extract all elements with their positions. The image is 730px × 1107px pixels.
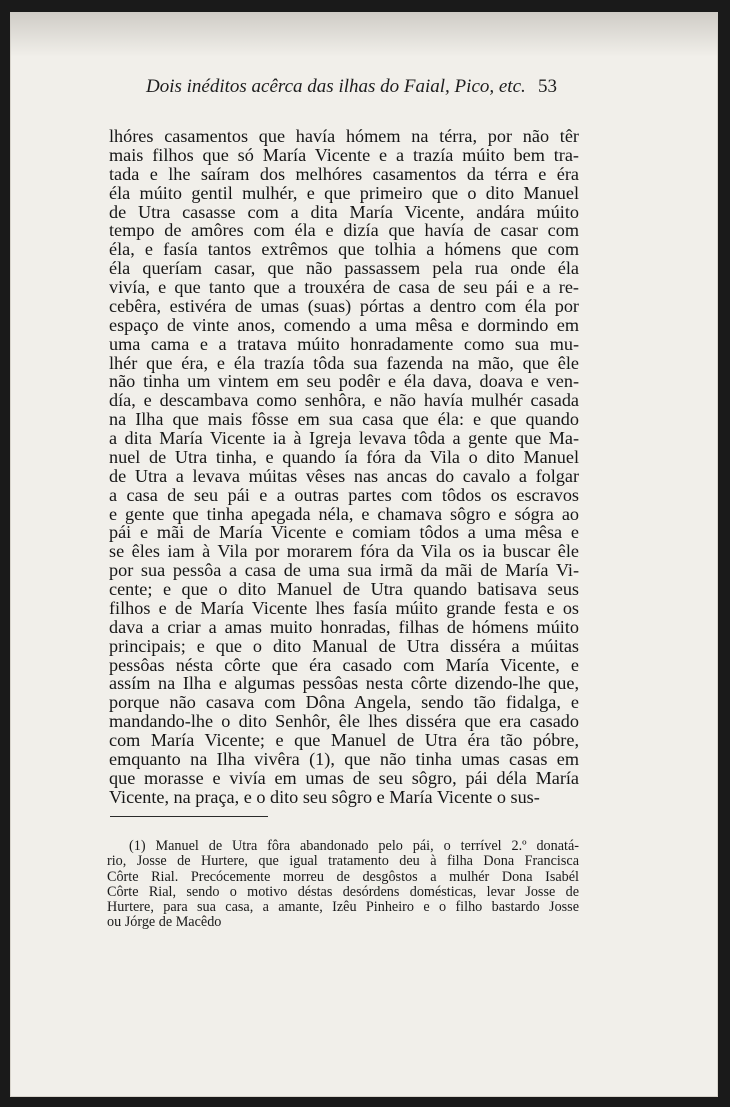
footnote-line: Côrte Rial. Precócemente morreu de desgôstos a mulhér Dona Isabél <box>107 868 579 885</box>
text-line: de Utra casasse com a dita María Vicente, andára múito <box>109 201 579 222</box>
text-line: espaço de vinte anos, comendo a uma mêsa e dormindo em <box>109 314 579 335</box>
text-line: vivía, e que tanto que a trouxéra de casa de seu pái e a re- <box>109 277 579 297</box>
text-line: pái e mãi de María Vicente e comiam tôdos a uma mêsa e <box>109 522 579 543</box>
text-line: lhóres casamentos que havía hómem na térra, por não têr <box>109 126 579 146</box>
text-line: principais; e que o dito Manual de Utra disséra a múitas <box>109 635 579 656</box>
text-line: cebêra, estivéra de umas (suas) pórtas a dentro com éla por <box>109 295 579 316</box>
footnote-rule <box>110 816 268 817</box>
text-line: mandando-lhe o dito Senhôr, êle lhes disséra que era casado <box>109 711 579 732</box>
text-line: a casa de seu pái e a outras partes com tôdos os escravos <box>109 484 579 505</box>
text-line: com María Vicente; e que Manuel de Utra éra tão póbre, <box>109 730 579 750</box>
footnote <box>107 839 579 931</box>
main-text <box>109 127 579 807</box>
running-header: Dois inéditos acêrca das ilhas do Faial, Pico, etc. <box>146 76 526 97</box>
text-line: día, e descambava como senhôra, e não havía mulhér casada <box>109 390 579 411</box>
text-line: pessôas nésta côrte que éra casado com María Vicente, e <box>109 654 579 675</box>
text-line: a dita María Vicente ia à Igreja levava tôda a gente que Ma- <box>109 428 579 448</box>
text-line: por sua pessôa a casa de uma sua irmã da mãi de María Vi- <box>109 560 579 581</box>
text-line: éla, e fasía tantos extrêmos que tolhia a hómens que com <box>109 239 579 260</box>
text-line: mais filhos que só María Vicente e a trazía múito bem tra- <box>109 144 579 165</box>
book-page <box>10 12 718 1097</box>
text-line: porque não casava com Dôna Angela, sendo tão fidalga, e <box>109 692 579 713</box>
text-line: nuel de Utra tinha, e quando ía fóra da Vila o dito Manuel <box>109 446 579 467</box>
footnote-line: Hurtere, para sua casa, a amante, Izêu Pinheiro e o filho bastardo Josse <box>107 899 579 916</box>
footnote-line: rio, Josse de Hurtere, que igual tratamento deu à filha Dona Francisca <box>107 853 579 870</box>
page-number: 53 <box>538 76 557 97</box>
text-line: na Ilha que mais fôsse em sua casa que éla: e que quando <box>109 409 579 430</box>
text-line: lhér que éra, e éla trazía tôda sua fazenda na mão, que êle <box>109 352 579 373</box>
text-line: de Utra a levava múitas vêses nas ancas do cavalo a folgar <box>109 465 579 486</box>
text-line: dava a criar a amas muito honradas, filhas de hómens múito <box>109 616 579 637</box>
text-line: tempo de amôres com éla e dizía que havía de casar com <box>109 220 579 241</box>
text-line: Vicente, na praça, e o dito seu sôgro e María Vicente o sus- <box>109 786 540 807</box>
text-line: que morasse e vivía em umas de seu sôgro, pái déla María <box>109 767 579 788</box>
footnote-line: (1) Manuel de Utra fôra abandonado pelo pái, o terrível 2.º donatá- <box>129 838 579 854</box>
text-line: se êles iam à Vila por morarem fóra da Vila os ia buscar êle <box>109 541 579 562</box>
text-line: não tinha um vintem em seu podêr e éla dava, doava e ven- <box>109 371 579 392</box>
text-line: emquanto na Ilha vivêra (1), que não tinha umas casas em <box>109 748 579 769</box>
text-line: assím na Ilha e algumas pessôas nesta côrte dizendo-lhe que, <box>109 673 579 694</box>
text-line: éla queríam casar, que não passassem pela rua onde éla <box>109 258 579 279</box>
text-line: cente; e que o dito Manuel de Utra quando batisava seus <box>109 579 579 599</box>
text-line: tada e lhe saíram dos melhóres casamentos da térra e éra <box>109 163 579 184</box>
text-line: éla múito gentil mulhér, e que primeiro que o dito Manuel <box>109 182 579 203</box>
footnote-line: ou Jórge de Macêdo <box>107 914 222 931</box>
footnote-line: Côrte Rial, sendo o motivo déstas desórdens domésticas, levar Josse de <box>107 883 579 900</box>
text-line: e gente que tinha apegada néla, e chamava sôgro e sógra ao <box>109 503 579 524</box>
text-line: filhos e de María Vicente lhes fasía múito grande festa e os <box>109 597 579 618</box>
text-line: uma cama e a tratava múito honradamente como sua mu- <box>109 333 579 354</box>
